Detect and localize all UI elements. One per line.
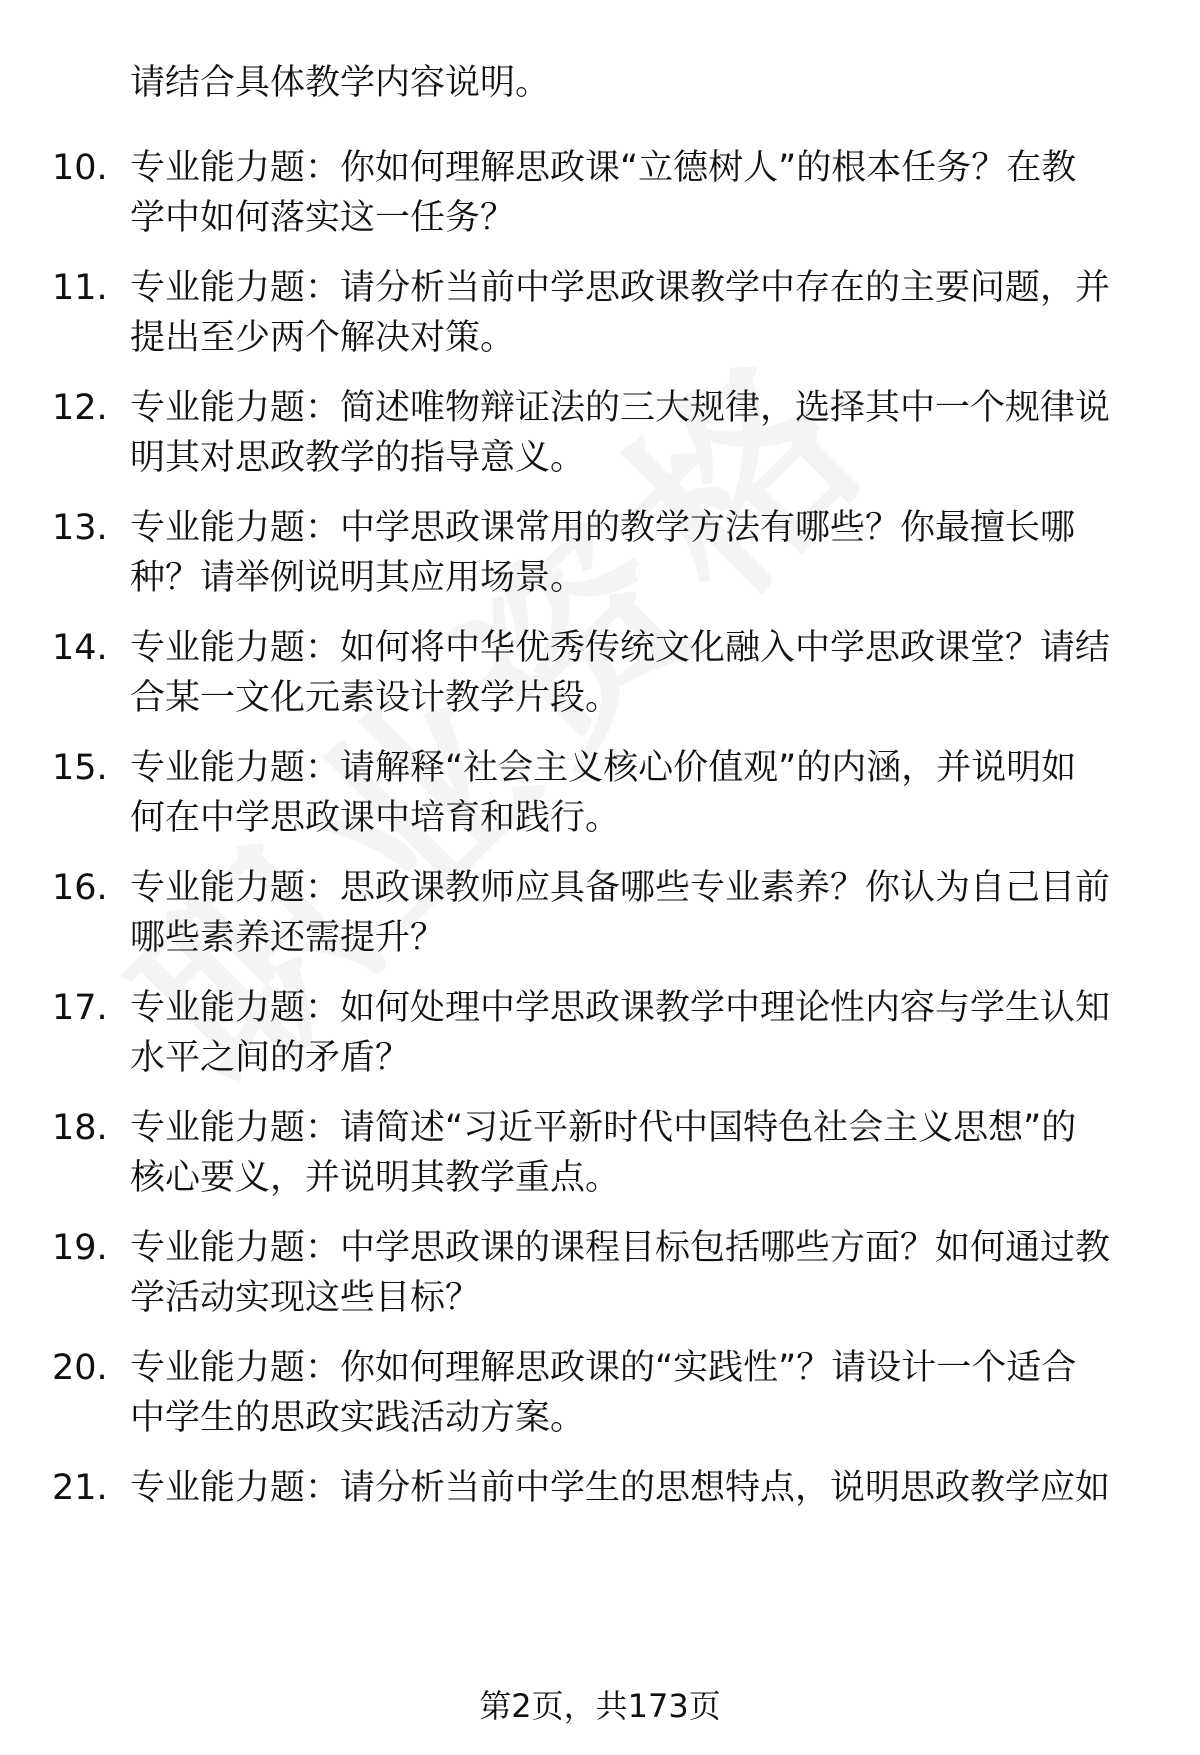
- question-number: 11.: [52, 268, 108, 308]
- question-number: 21.: [52, 1468, 108, 1508]
- question-number: 16.: [52, 868, 108, 908]
- question-number: 19.: [52, 1228, 108, 1268]
- document-page: 请结合具体教学内容说明。 10. 专业能力题：你如何理解思政课“立德树人”的根本任务？在教 学中如何落实这一任务？ 11. 专业能力题：请分析当前中学思政课教学中存在的主要问题，并 提出至少两个解决对策。 12. 专业能力题：简述唯物辩证法的三大规律，选择其中一个规律说 明其对思政教学的指导意义。 13. 专业能力题：中学思政课常用的教学方法有哪些？你最擅长哪 种？请举例说明其应用场景。 14. 专业能力题：如何将中华优秀传统文化融入中学思政课堂？请结 合某一文化元素设计教学片段。 15. 专业能力题：请解释“社会主义核心价值观”的内涵，并说明如 何在中学思政课中培育和践行。 16. 专业能力题：思政课教师应具备哪些专业素养？你认为自己目前 哪些素养还需提升？ 17. 专业能力题：如何处理中学思政课教学中理论性内容与学生认知 水平之间的矛盾？ 18. 专业能力题：请简述“习近平新时代中国特色社会主义思想”的 核心要义，并说明其教学重点。 19. 专业能力题：中学思政课的课程目标包括哪些方面？如何通过教 学活动实现这些目标？ 20. 专业能力题：你如何理解思政课的“实践性”？请设计一个适合 中学生的思政实践活动方案。 21. 专业能力题：请分析当前中学生的思想特点，说明思政教学应如 第2页，共173页: [0, 0, 1200, 1755]
- question-number: 18.: [52, 1108, 108, 1148]
- question-number: 17.: [52, 988, 108, 1028]
- question-number: 20.: [52, 1348, 108, 1388]
- question-number: 14.: [52, 628, 108, 668]
- question-number: 10.: [52, 148, 108, 188]
- page-footer: 第2页，共173页: [479, 1687, 721, 1725]
- question-number: 15.: [52, 748, 108, 788]
- question-number: 12.: [52, 388, 108, 428]
- question-number: 13.: [52, 508, 108, 548]
